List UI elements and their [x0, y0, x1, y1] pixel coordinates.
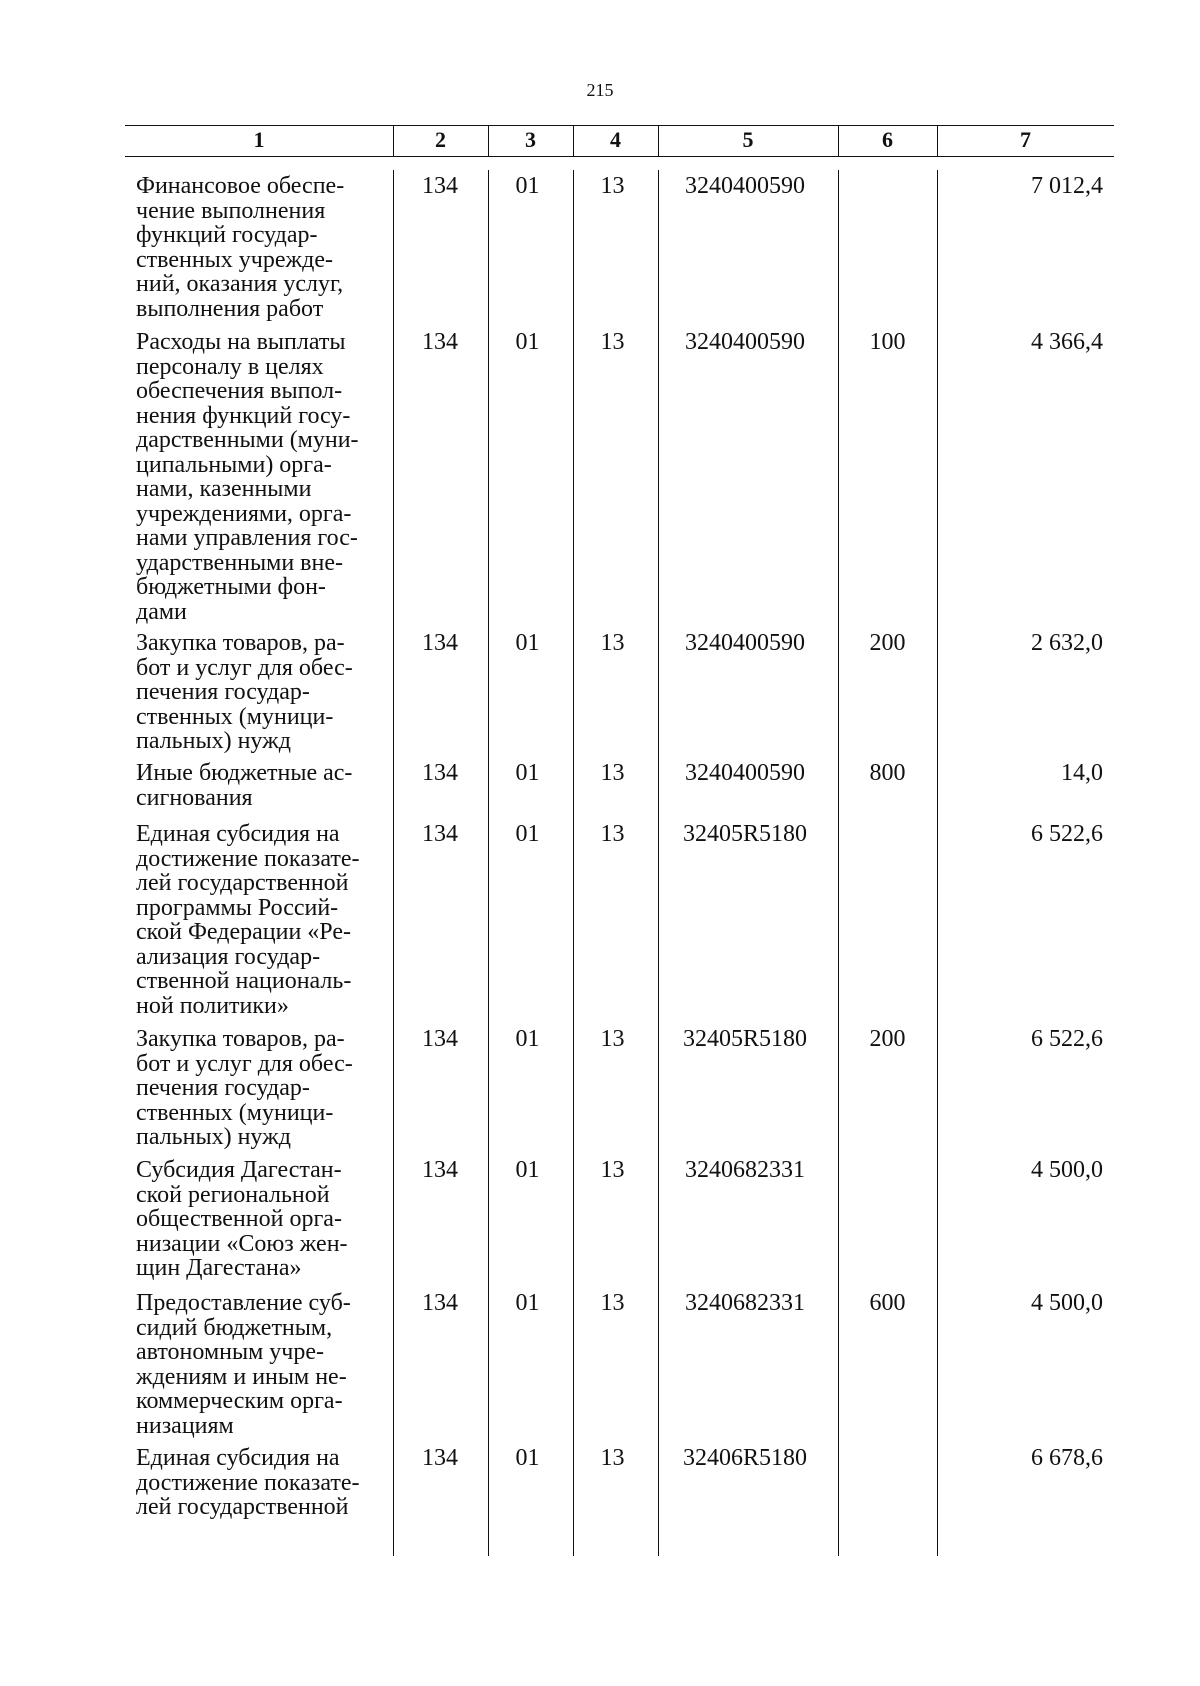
row-code-2: 134: [422, 329, 458, 355]
row-code-3: 01: [515, 1290, 540, 1316]
row-description: Закупка товаров, ра- бот и услуг для обес- печения государ- ственных (муници- пальных) нужд: [136, 630, 353, 754]
header-cell-7: 7: [1020, 127, 1031, 152]
row-code-6: 200: [869, 1026, 906, 1052]
row-description: Закупка товаров, ра- бот и услуг для обес- печения государ- ственных (муници- пальных) нужд: [136, 1026, 353, 1150]
row-code-3: 01: [515, 821, 540, 847]
row-description: Расходы на выплаты персоналу в целях обеспечения выпол- нения функций госу- дарственными (муни- ципальными) орга- нами, казенными учреждениями, орга- нами управления гос- ударственными вне- бюджетными фон- дами: [136, 329, 359, 625]
row-code-2: 134: [422, 1445, 458, 1471]
row-code-4: 13: [600, 329, 625, 355]
body-column-divider: [393, 170, 394, 1556]
row-code-2: 134: [422, 1157, 458, 1183]
body-column-divider: [573, 170, 574, 1556]
body-column-divider: [838, 170, 839, 1556]
row-code-4: 13: [600, 1445, 625, 1471]
row-code-5: 3240400590: [685, 630, 805, 656]
row-code-5: 32405R5180: [682, 1026, 807, 1052]
row-description: Единая субсидия на достижение показате- лей государственной программы Россий- ской Федерации «Ре- ализация государ- ственной националь- ной политики»: [136, 821, 360, 1019]
row-description: Финансовое обеспе- чение выполнения функций государ- ственных учрежде- ний, оказания услуг, выполнения работ: [136, 173, 345, 322]
header-column-divider: [838, 125, 839, 156]
row-amount: 4 500,0: [1031, 1290, 1103, 1316]
row-code-5: 32406R5180: [682, 1445, 807, 1471]
header-cell-5: 5: [742, 127, 754, 152]
row-code-4: 13: [600, 630, 625, 656]
row-amount: 7 012,4: [1031, 173, 1103, 199]
row-code-4: 13: [600, 1290, 625, 1316]
row-amount: 4 366,4: [1031, 329, 1103, 355]
row-code-5: 32405R5180: [682, 821, 807, 847]
row-code-6: 200: [869, 630, 906, 656]
row-code-2: 134: [422, 821, 458, 847]
row-code-3: 01: [515, 1026, 540, 1052]
table-header-border: [125, 156, 1114, 157]
row-code-5: 3240400590: [685, 173, 805, 199]
row-amount: 6 522,6: [1031, 821, 1103, 847]
header-column-divider: [573, 125, 574, 156]
row-code-3: 01: [515, 1445, 540, 1471]
row-code-4: 13: [600, 173, 625, 199]
row-code-4: 13: [600, 760, 625, 786]
row-amount: 14,0: [1061, 760, 1103, 786]
body-column-divider: [658, 170, 659, 1556]
row-code-5: 3240400590: [685, 760, 805, 786]
header-column-divider: [488, 125, 489, 156]
row-amount: 6 678,6: [1031, 1445, 1103, 1471]
header-cell-4: 4: [610, 127, 621, 152]
row-code-5: 3240400590: [685, 329, 805, 355]
row-amount: 6 522,6: [1031, 1026, 1103, 1052]
row-code-2: 134: [422, 1290, 458, 1316]
header-column-divider: [937, 125, 938, 156]
row-code-3: 01: [515, 630, 540, 656]
row-code-3: 01: [515, 1157, 540, 1183]
row-code-4: 13: [600, 1026, 625, 1052]
row-description: Субсидия Дагестан- ской региональной общественной орга- низации «Союз жен- щин Дагестана»: [136, 1157, 348, 1281]
row-code-6: 100: [869, 329, 906, 355]
row-code-2: 134: [422, 760, 458, 786]
row-code-2: 134: [422, 630, 458, 656]
row-code-3: 01: [515, 329, 540, 355]
row-description: Единая субсидия на достижение показате- лей государственной: [136, 1445, 360, 1520]
row-code-4: 13: [600, 1157, 625, 1183]
row-amount: 2 632,0: [1031, 630, 1103, 656]
row-code-5: 3240682331: [685, 1290, 805, 1316]
header-cell-1: 1: [253, 127, 265, 152]
header-column-divider: [658, 125, 659, 156]
row-description: Предоставление суб- сидий бюджетным, автономным учре- ждениям и иным не- коммерческим орга- низациям: [136, 1290, 351, 1439]
header-cell-6: 6: [882, 127, 893, 152]
row-code-2: 134: [422, 1026, 458, 1052]
row-code-6: 800: [869, 760, 906, 786]
row-code-3: 01: [515, 173, 540, 199]
body-column-divider: [488, 170, 489, 1556]
header-column-divider: [393, 125, 394, 156]
header-cell-3: 3: [525, 127, 536, 152]
body-column-divider: [937, 170, 938, 1556]
row-amount: 4 500,0: [1031, 1157, 1103, 1183]
row-code-6: 600: [869, 1290, 906, 1316]
row-description: Иные бюджетные ас- сигнования: [136, 760, 353, 811]
row-code-4: 13: [600, 821, 625, 847]
page-number: 215: [586, 80, 614, 100]
row-code-5: 3240682331: [685, 1157, 805, 1183]
header-cell-2: 2: [435, 127, 446, 152]
row-code-2: 134: [422, 173, 458, 199]
row-code-3: 01: [515, 760, 540, 786]
